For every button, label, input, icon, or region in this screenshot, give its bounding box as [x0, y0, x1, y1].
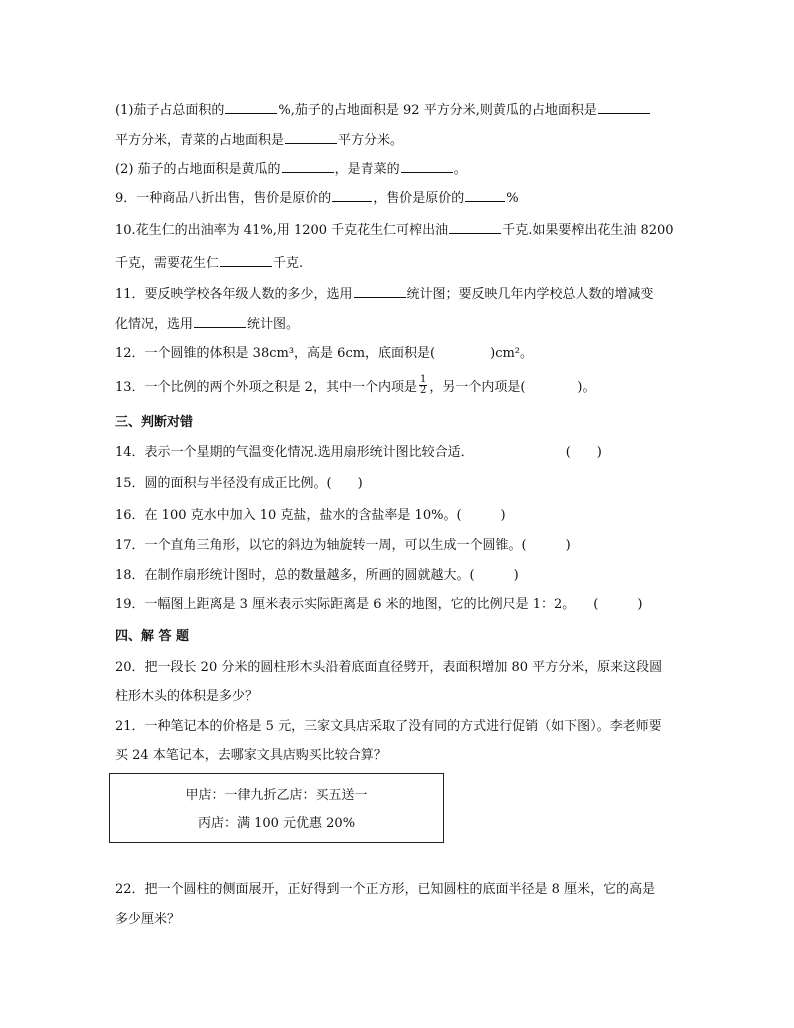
q9-text: ，售价是原价的 — [373, 191, 465, 206]
q8-text: (1)茄子占总面积的 — [115, 103, 225, 118]
q10-text: 千克. — [273, 256, 304, 271]
judgement-parentheses[interactable]: ( ) — [326, 476, 363, 491]
question-9 — [115, 188, 519, 208]
judgement-parentheses[interactable]: ( ) — [456, 508, 506, 523]
q8-text: (2) 茄子的占地面积是黄瓜的 — [115, 162, 281, 177]
question-21-line1: 21．一种笔记本的价格是 5 元，三家文具店采取了没有同的方式进行促销（如下图）。李老师要 — [115, 719, 662, 734]
q14-text: 14．表示一个星期的气温变化情况.选用扇形统计图比较合适． — [115, 445, 474, 460]
answer-blank[interactable] — [332, 188, 372, 202]
question-16 — [115, 506, 506, 526]
q10-text: 10.花生仁的出油率为 41%,用 1200 千克花生仁可榨出油 — [115, 223, 449, 238]
answer-blank[interactable] — [449, 220, 501, 234]
q8-part2 — [115, 159, 467, 179]
question-22-line2: 多少厘米？ — [115, 912, 181, 927]
question-15 — [115, 474, 363, 494]
section-3-heading: 三、判断对错 — [115, 415, 194, 430]
q11-text: 统计图；要反映几年内学校总人数的增减变 — [406, 287, 654, 302]
q13-text: ，另一个内项是( — [429, 380, 526, 395]
q18-text: 18．在制作扇形统计图时，总的数量越多，所画的圆就越大。 — [115, 568, 470, 583]
judgement-parentheses[interactable]: ( ) — [593, 597, 643, 612]
promotion-line-1: 甲店：一律九折乙店：买五送一 — [185, 788, 368, 803]
q11-text: 统计图。 — [247, 317, 300, 332]
q11-text: 11．要反映学校各年级人数的多少，选用 — [115, 287, 353, 302]
question-21-line2: 买 24 本笔记本，去哪家文具店购买比较合算？ — [115, 748, 387, 763]
question-10-line1 — [115, 220, 674, 240]
question-18 — [115, 566, 519, 586]
answer-blank[interactable] — [285, 130, 337, 144]
q8-text: 。 — [453, 162, 467, 177]
judgement-parentheses[interactable]: ( ) — [521, 538, 571, 553]
q10-text: 千克.如果要榨出花生油 8200 — [502, 223, 674, 238]
question-11-line2 — [115, 314, 299, 334]
question-14 — [115, 443, 602, 463]
answer-blank[interactable] — [282, 159, 334, 173]
q12-text: )cm²。 — [490, 346, 534, 361]
question-20-line1: 20．把一段长 20 分米的圆柱形木头沿着底面直径劈开，表面积增加 80 平方分米，原来这段圆 — [115, 660, 663, 675]
promotion-line-2: 丙店：满 100 元优惠 20% — [197, 816, 356, 831]
q9-text: 9．一种商品八折出售，售价是原价的 — [115, 191, 332, 206]
answer-blank[interactable] — [225, 100, 277, 114]
section-4-heading: 四、解 答 题 — [115, 629, 190, 644]
answer-blank[interactable] — [354, 284, 406, 298]
q9-text: % — [506, 191, 519, 206]
q17-text: 17．一个直角三角形，以它的斜边为轴旋转一周，可以生成一个圆锥。 — [115, 538, 522, 553]
q10-text: 千克，需要花生仁 — [115, 256, 220, 271]
q13-text: 13．一个比例的两个外项之积是 2，其中一个内项是 — [115, 380, 417, 395]
q16-text: 16．在 100 克水中加入 10 克盐，盐水的含盐率是 10%。 — [115, 508, 457, 523]
q8-text: %,茄子的占地面积是 92 平方分米,则黄瓜的占地面积是 — [278, 103, 597, 118]
answer-blank[interactable] — [598, 100, 650, 114]
q8-text: 平方分米。 — [338, 133, 404, 148]
question-12 — [115, 344, 533, 364]
q15-text: 15．圆的面积与半径没有成正比例。 — [115, 476, 327, 491]
q11-text: 化情况，选用 — [115, 317, 194, 332]
fraction-denominator: 2 — [419, 385, 427, 396]
answer-blank[interactable] — [465, 188, 505, 202]
q12-text: 12．一个圆锥的体积是 38cm³，高是 6cm，底面积是( — [115, 346, 436, 361]
question-22-line1: 22．把一个圆柱的侧面展开，正好得到一个正方形，已知圆柱的底面半径是 8 厘米，它的高是 — [115, 882, 656, 897]
q8-part1-line1 — [115, 100, 651, 120]
question-17 — [115, 536, 571, 556]
promotion-box — [109, 773, 444, 843]
answer-blank[interactable] — [401, 159, 453, 173]
answer-blank[interactable] — [220, 253, 272, 267]
judgement-parentheses[interactable]: ( ) — [565, 445, 602, 460]
question-11-line1 — [115, 284, 654, 304]
q8-text: ，是青菜的 — [334, 162, 400, 177]
question-19 — [115, 595, 642, 615]
judgement-parentheses[interactable]: ( ) — [469, 568, 519, 583]
q8-text: 平方分米，青菜的占地面积是 — [115, 133, 285, 148]
q13-text: )。 — [577, 380, 596, 395]
q8-part1-line2 — [115, 130, 403, 150]
question-10-line2 — [115, 253, 303, 273]
question-13 — [115, 374, 596, 397]
fraction-one-half — [419, 375, 427, 396]
fraction-numerator: 1 — [419, 374, 427, 385]
question-20-line2: 柱形木头的体积是多少？ — [115, 689, 259, 704]
q19-text: 19．一幅图上距离是 3 厘米表示实际距离是 6 米的地图，它的比例尺是 1：2。 — [115, 597, 576, 612]
answer-blank[interactable] — [194, 314, 246, 328]
